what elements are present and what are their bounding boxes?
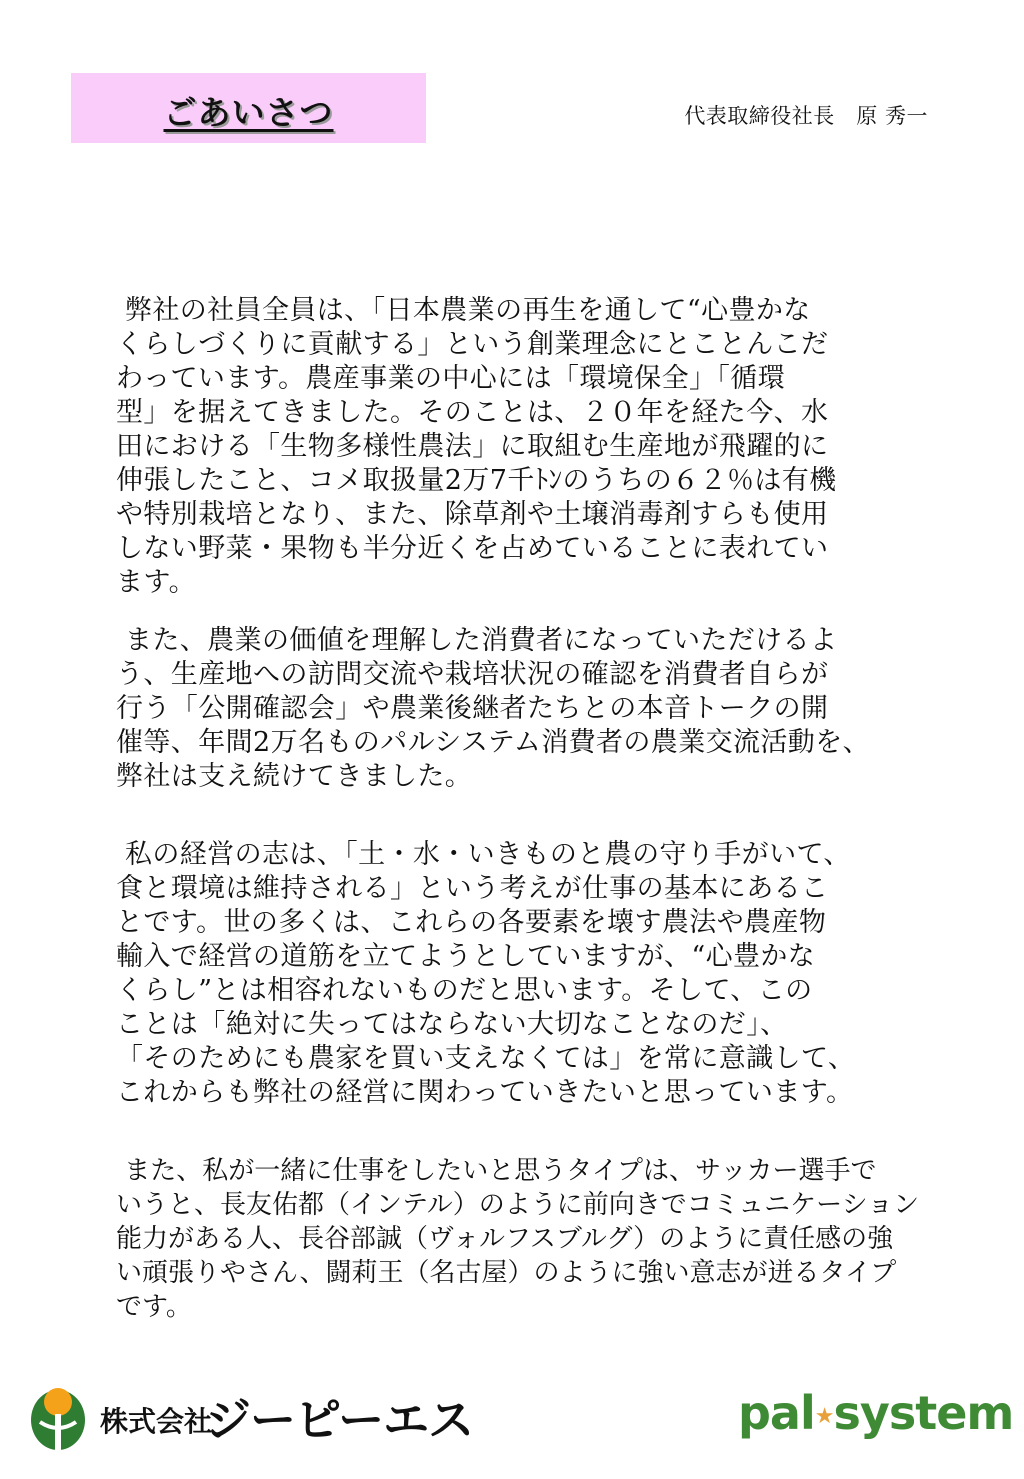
paragraph-line: や特別栽培となり、また、除草剤や土壌消毒剤すらも使用 — [116, 499, 829, 530]
paragraph-line: 「そのためにも農家を買い支えなくては」を常に意識して、 — [116, 1043, 856, 1074]
page-title: ごあいさつ — [163, 93, 334, 132]
paragraph-line: 催等、年間2万名ものパルシステム消費者の農業交流活動を、 — [116, 727, 871, 758]
paragraph-line: ます。 — [116, 567, 197, 598]
paragraph-line: う、生産地への訪問交流や栽培状況の確認を消費者自らが — [116, 659, 829, 690]
paragraph-line: 私の経営の志は、「土・水・いきものと農の守り手がいて、 — [116, 839, 851, 870]
paragraph-line: 輸入で経営の道筋を立てようとしていますが、“心豊かな — [116, 941, 816, 972]
paragraph-1 — [116, 294, 837, 600]
paragraph-line: 弊社の社員全員は、「日本農業の再生を通して“心豊かな — [116, 295, 811, 326]
paragraph-line: 食と環境は維持される」という考えが仕事の基本にあるこ — [116, 873, 829, 904]
paragraph-line: しない野菜・果物も半分近くを占めていることに表れてい — [116, 533, 829, 564]
paragraph-line: 型」を据えてきました。そのことは、２０年を経た今、水 — [116, 397, 829, 428]
paragraph-line: わっています。農産事業の中心には「環境保全」「循環 — [116, 363, 786, 394]
title-banner — [71, 73, 426, 143]
paragraph-3 — [116, 838, 855, 1110]
paragraph-line: ことは「絶対に失ってはならない大切なことなのだ」、 — [116, 1009, 788, 1040]
paragraph-line: 田における「生物多様性農法」に取組む生産地が飛躍的に — [116, 431, 829, 462]
paragraph-line: い頑張りやさん、闘莉王（名古屋）のように強い意志が迸るタイプ — [116, 1258, 897, 1288]
paragraph-line: くらし”とは相容れないものだと思います。そして、この — [116, 975, 813, 1006]
paragraph-line: 弊社は支え続けてきました。 — [116, 761, 473, 792]
paragraph-2 — [116, 624, 870, 794]
author-line: 代表取締役社長 原 秀一 — [684, 104, 928, 128]
paragraph-line: 伸張したこと、コメ取扱量2万7千ﾄﾝのうちの６２％は有機 — [116, 465, 837, 496]
palsystem-logo-text: pal★system — [738, 1386, 1014, 1440]
paragraph-line: これからも弊社の経営に関わっていきたいと思っています。 — [116, 1077, 854, 1108]
paragraph-line: くらしづくりに貢献する」という創業理念にとことんこだ — [116, 329, 829, 360]
company-prefix: 株式会社 — [100, 1405, 213, 1438]
paragraph-line: 能力がある人、長谷部誠（ヴォルフスブルグ）のように責任感の強 — [116, 1224, 894, 1254]
paragraph-line: また、農業の価値を理解した消費者になっていただけるよ — [116, 625, 838, 656]
paragraph-line: です。 — [116, 1292, 192, 1322]
paragraph-4 — [116, 1154, 919, 1324]
paragraph-line: また、私が一緒に仕事をしたいと思うタイプは、サッカー選手で — [116, 1156, 877, 1186]
star-icon: ★ — [814, 1404, 834, 1429]
paragraph-line: いうと、長友佑都（インテル）のように前向きでコミュニケーション — [116, 1190, 920, 1220]
palsystem-logo — [738, 1386, 1013, 1440]
paragraph-line: とです。世の多くは、これらの各要素を壊す農法や農産物 — [116, 907, 827, 938]
company-name: ジーピーエス — [205, 1393, 474, 1447]
paragraph-line: 行う「公開確認会」や農業後継者たちとの本音トークの開 — [116, 693, 829, 724]
